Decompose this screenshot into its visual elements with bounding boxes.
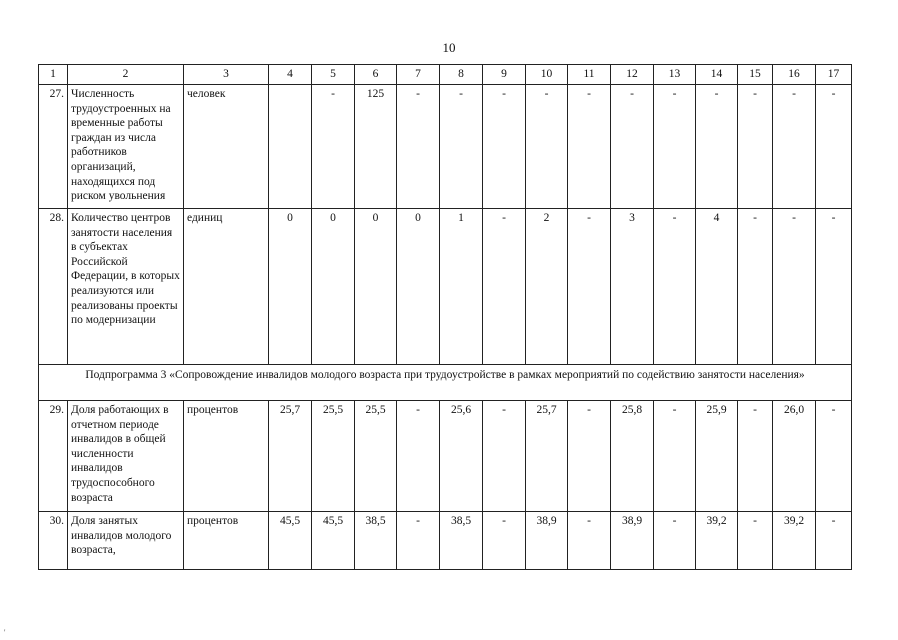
value-cell: - [738, 209, 773, 365]
value-cell: - [773, 209, 816, 365]
column-number-cell: 14 [696, 65, 738, 85]
column-number-cell: 17 [816, 65, 852, 85]
value-cell: - [526, 85, 568, 209]
unit-of-measure: процентов [184, 512, 269, 570]
value-cell: 45,5 [312, 512, 355, 570]
value-cell: 25,9 [696, 401, 738, 512]
value-cell: - [568, 85, 611, 209]
unit-of-measure: единиц [184, 209, 269, 365]
table-row [39, 85, 852, 209]
value-cell: - [696, 85, 738, 209]
value-cell: 25,7 [269, 401, 312, 512]
value-cell: - [568, 401, 611, 512]
value-cell: 125 [355, 85, 397, 209]
value-cell: 3 [611, 209, 654, 365]
table-row [39, 512, 852, 570]
subprogram-heading: Подпрограмма 3 «Сопровождение инвалидов молодого возраста при трудоустройстве в рамках мероприятий по содействию занятости населения» [39, 365, 852, 401]
value-cell: 0 [355, 209, 397, 365]
table-row [39, 401, 852, 512]
column-number-cell: 16 [773, 65, 816, 85]
indicator-name: Доля работающих в отчетном периоде инвалидов в общей численности инвалидов трудоспособного возраста [68, 401, 184, 512]
column-number-cell: 15 [738, 65, 773, 85]
column-number-cell: 4 [269, 65, 312, 85]
column-number-cell: 6 [355, 65, 397, 85]
table-row [39, 209, 852, 365]
value-cell: 25,6 [440, 401, 483, 512]
unit-of-measure: процентов [184, 401, 269, 512]
value-cell: - [738, 512, 773, 570]
page-number: 10 [442, 40, 456, 55]
value-cell: - [568, 512, 611, 570]
column-number-cell: 7 [397, 65, 440, 85]
value-cell: 38,5 [355, 512, 397, 570]
value-cell [269, 85, 312, 209]
value-cell: 25,8 [611, 401, 654, 512]
indicator-name: Численность трудоустроенных на временные работы граждан из числа работников организаций, находящихся под риском увольнения [68, 85, 184, 209]
value-cell: - [738, 401, 773, 512]
value-cell: - [568, 209, 611, 365]
value-cell: 25,7 [526, 401, 568, 512]
value-cell: 26,0 [773, 401, 816, 512]
value-cell: - [654, 85, 696, 209]
unit-of-measure: человек [184, 85, 269, 209]
value-cell: 0 [269, 209, 312, 365]
scan-mark: ' [4, 628, 6, 637]
value-cell: - [483, 85, 526, 209]
value-cell: 4 [696, 209, 738, 365]
value-cell: - [440, 85, 483, 209]
value-cell: - [654, 401, 696, 512]
column-number-cell: 3 [184, 65, 269, 85]
column-number-cell: 1 [39, 65, 68, 85]
value-cell: 1 [440, 209, 483, 365]
column-number-cell: 2 [68, 65, 184, 85]
column-number-cell: 13 [654, 65, 696, 85]
value-cell: 38,9 [611, 512, 654, 570]
value-cell: - [312, 85, 355, 209]
row-number: 30. [39, 512, 68, 570]
indicator-name: Количество центров занятости населения в субъектах Российской Федерации, в которых реализуются или реализованы проекты по модернизации [68, 209, 184, 365]
value-cell: - [654, 512, 696, 570]
value-cell: 45,5 [269, 512, 312, 570]
value-cell: 2 [526, 209, 568, 365]
column-number-cell: 11 [568, 65, 611, 85]
value-cell: - [483, 401, 526, 512]
column-number-row [39, 65, 852, 85]
column-number-cell: 9 [483, 65, 526, 85]
column-number-cell: 10 [526, 65, 568, 85]
value-cell: 38,9 [526, 512, 568, 570]
subprogram-heading-row [39, 365, 852, 401]
value-cell: - [816, 209, 852, 365]
indicators-table [38, 64, 852, 570]
value-cell: 25,5 [355, 401, 397, 512]
column-number-cell: 5 [312, 65, 355, 85]
value-cell: - [397, 85, 440, 209]
value-cell: - [738, 85, 773, 209]
value-cell: - [483, 512, 526, 570]
value-cell: - [773, 85, 816, 209]
value-cell: - [816, 512, 852, 570]
value-cell: 39,2 [773, 512, 816, 570]
value-cell: 25,5 [312, 401, 355, 512]
column-number-cell: 8 [440, 65, 483, 85]
value-cell: - [816, 85, 852, 209]
column-number-cell: 12 [611, 65, 654, 85]
row-number: 28. [39, 209, 68, 365]
value-cell: - [611, 85, 654, 209]
row-number: 29. [39, 401, 68, 512]
value-cell: 39,2 [696, 512, 738, 570]
value-cell: - [654, 209, 696, 365]
row-number: 27. [39, 85, 68, 209]
value-cell: - [397, 512, 440, 570]
indicator-name: Доля занятых инвалидов молодого возраста, [68, 512, 184, 570]
value-cell: 0 [312, 209, 355, 365]
value-cell: - [816, 401, 852, 512]
value-cell: - [397, 401, 440, 512]
value-cell: 0 [397, 209, 440, 365]
value-cell: 38,5 [440, 512, 483, 570]
value-cell: - [483, 209, 526, 365]
